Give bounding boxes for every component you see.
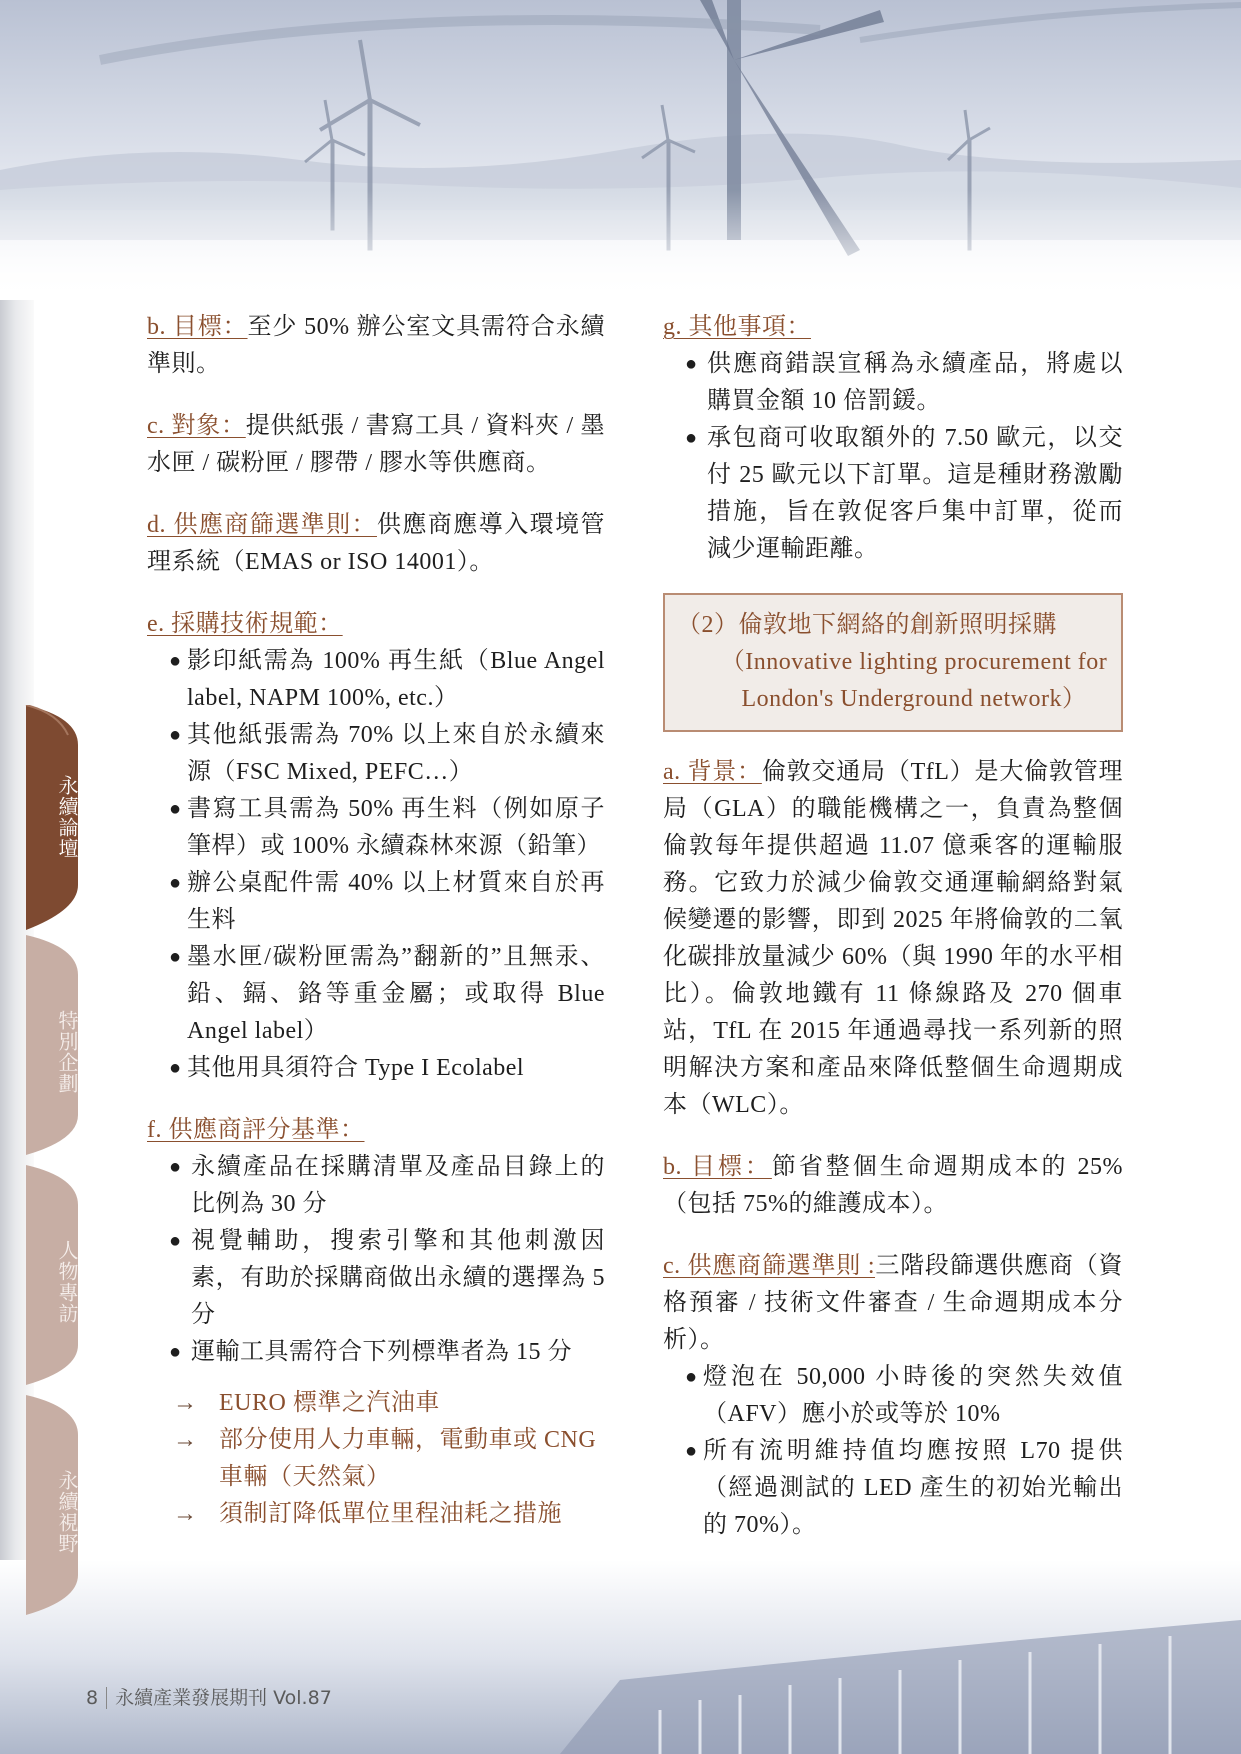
list-item-text: 運輸工具需符合下列標準者為 15 分 xyxy=(191,1339,572,1365)
arrow-right-icon: → xyxy=(173,1390,198,1416)
section-text: 供應商應導入環境管理系統（EMAS or ISO 14001）。 xyxy=(147,512,606,575)
list-item-text: 墨水匣/碳粉匣需為”翻新的”且無汞、鉛、鎘、鉻等重金屬；或取得 Blue Angel label） xyxy=(187,944,605,1044)
list-item-text: 其他用具須符合 Type I Ecolabel xyxy=(187,1055,525,1081)
list-item xyxy=(147,643,605,717)
bullet-list xyxy=(147,643,605,1087)
bullet-list xyxy=(147,1149,605,1371)
bullet-list xyxy=(663,346,1123,568)
arrow-list xyxy=(147,1385,605,1533)
list-item-text: 燈泡在 50,000 小時後的突然失效值（AFV）應小於或等於 10% xyxy=(703,1364,1123,1427)
section-text: 提供紙張 / 書寫工具 / 資料夾 / 墨水匣 / 碳粉匣 / 膠帶 / 膠水等供應商。 xyxy=(147,413,605,476)
tab-special-feature[interactable] xyxy=(18,935,78,1160)
section-label: b. 目標： xyxy=(663,1154,772,1180)
tab-label: 特別企劃 xyxy=(55,1010,79,1094)
section-e-technical-specs xyxy=(147,606,605,1087)
section-label: e. 採購技術規範： xyxy=(147,611,343,637)
arrow-list-item xyxy=(147,1385,605,1422)
right-column xyxy=(663,309,1123,1569)
arrow-right-icon: → xyxy=(173,1427,198,1453)
bullet-dot-icon: ● xyxy=(685,353,698,375)
list-item-text: 承包商可收取額外的 7.50 歐元，以交付 25 歐元以下訂單。這是種財務激勵措施，旨在敦促客戶集中訂單，從而減少運輸距離。 xyxy=(707,425,1123,562)
section-c-supplier-criteria xyxy=(663,1248,1123,1544)
tab-label: 永續論壇 xyxy=(55,775,79,859)
page-footer xyxy=(86,1683,332,1710)
publication-title: 永續產業發展期刊 Vol.87 xyxy=(115,1687,332,1709)
list-item-text: 視覺輔助，搜索引擎和其他刺激因素，有助於採購商做出永續的選擇為 5 分 xyxy=(191,1228,605,1328)
section-text: 倫敦交通局（TfL）是大倫敦管理局（GLA）的職能機構之一，負責為整個倫敦每年提供超過 11.07 億乘客的運輸服務。它致力於減少倫敦交通運輸網絡對氣候變遷的影響，即到 2025 年將倫敦的二氧化碳排放量減少 60%（與 1990 年的水平相比）。倫敦地鐵有 11 條線路及 270 個車站，TfL 在 2015 年通過尋找一系列新的照明解決方案和產品來降低整個生命週期成本（WLC）。 xyxy=(663,759,1124,1118)
list-item xyxy=(147,1050,605,1087)
arrow-list-item xyxy=(147,1422,605,1496)
bullet-dot-icon: ● xyxy=(169,946,182,968)
section-text: 節省整個生命週期成本的 25%（包括 75%的維護成本）。 xyxy=(663,1154,1123,1217)
bullet-dot-icon: ● xyxy=(169,872,182,894)
tab-sustainability-vision[interactable] xyxy=(18,1395,78,1620)
section-b-target xyxy=(147,309,605,383)
arrow-list-item xyxy=(147,1496,605,1533)
section-label: g. 其他事項： xyxy=(663,314,811,340)
list-item-text: 辦公桌配件需 40% 以上材質來自於再生料 xyxy=(187,870,605,933)
list-item xyxy=(663,346,1123,420)
bullet-dot-icon: ● xyxy=(685,427,698,449)
list-item xyxy=(663,1359,1123,1433)
bullet-dot-icon: ● xyxy=(685,1440,698,1462)
bullet-list xyxy=(663,1359,1123,1544)
bullet-dot-icon: ● xyxy=(169,724,182,746)
tab-label: 人物專訪 xyxy=(55,1240,79,1324)
list-item-text: 永續產品在採購清單及產品目錄上的比例為 30 分 xyxy=(191,1154,605,1217)
arrow-item-text: 須制訂降低單位里程油耗之措施 xyxy=(219,1501,562,1527)
section-label: b. 目標： xyxy=(147,314,248,340)
tab-interview[interactable] xyxy=(18,1165,78,1390)
list-item xyxy=(147,865,605,939)
list-item xyxy=(147,1334,605,1371)
wind-turbine-banner-image xyxy=(0,0,1241,300)
list-item-text: 其他紙張需為 70% 以上來自於永續來源（FSC Mixed, PEFC…） xyxy=(187,722,605,785)
bullet-dot-icon: ● xyxy=(169,650,182,672)
section-label: d. 供應商篩選準則： xyxy=(147,512,377,538)
list-item xyxy=(147,1149,605,1223)
left-column xyxy=(147,309,605,1533)
arrow-right-icon: → xyxy=(173,1501,198,1527)
section-c-audience xyxy=(147,408,605,482)
arrow-item-text: EURO 標準之汽油車 xyxy=(219,1390,440,1416)
bullet-dot-icon: ● xyxy=(169,1230,182,1252)
section-c-intro xyxy=(663,1248,1123,1359)
list-item xyxy=(147,717,605,791)
bullet-dot-icon: ● xyxy=(169,1156,182,1178)
section-d-supplier-criteria xyxy=(147,507,605,581)
footer-landscape-image xyxy=(0,1560,1241,1754)
list-item-text: 書寫工具需為 50% 再生料（例如原子筆桿）或 100% 永續森林來源（鉛筆） xyxy=(187,796,605,859)
tab-label: 永續視野 xyxy=(55,1470,79,1554)
arrow-item-text: 部分使用人力車輛，電動車或 CNG 車輛（天然氣） xyxy=(219,1427,597,1490)
list-item-text: 供應商錯誤宣稱為永續產品，將處以購買金額 10 倍罰鍰。 xyxy=(707,351,1123,414)
case-title: （2）倫敦地下網絡的創新照明採購 xyxy=(677,612,1057,638)
case-heading-box xyxy=(663,593,1123,732)
list-item xyxy=(663,1433,1123,1544)
section-label: c. 供應商篩選準則 : xyxy=(663,1253,876,1279)
list-item-text: 影印紙需為 100% 再生紙（Blue Angel label, NAPM 100%, etc.） xyxy=(187,648,605,711)
bullet-dot-icon: ● xyxy=(169,798,182,820)
section-b-target xyxy=(663,1149,1123,1223)
tab-sustainability-forum[interactable] xyxy=(18,705,78,935)
section-text: 三階段篩選供應商（資格預審 / 技術文件審查 / 生命週期成本分析）。 xyxy=(663,1253,1124,1353)
page-number: 8 xyxy=(86,1687,107,1709)
bullet-dot-icon: ● xyxy=(685,1366,698,1388)
section-a-background xyxy=(663,754,1123,1124)
section-g-other-matters xyxy=(663,309,1123,568)
list-item xyxy=(147,791,605,865)
list-item xyxy=(147,1223,605,1334)
case-subtitle-line-2: London's Underground network） xyxy=(741,686,1087,712)
list-item xyxy=(147,939,605,1050)
list-item-text: 所有流明維持值均應按照 L70 提供（經過測試的 LED 產生的初始光輸出的 70%）。 xyxy=(703,1438,1123,1538)
list-item xyxy=(663,420,1123,568)
section-label: a. 背景： xyxy=(663,759,762,785)
section-label: c. 對象： xyxy=(147,413,246,439)
bullet-dot-icon: ● xyxy=(169,1341,182,1363)
case-subtitle-line-1: （Innovative lighting procurement for xyxy=(720,649,1108,675)
section-f-scoring xyxy=(147,1112,605,1533)
bullet-dot-icon: ● xyxy=(169,1057,182,1079)
section-label: f. 供應商評分基準： xyxy=(147,1117,365,1143)
section-text: 至少 50% 辦公室文具需符合永續準則。 xyxy=(147,314,605,377)
